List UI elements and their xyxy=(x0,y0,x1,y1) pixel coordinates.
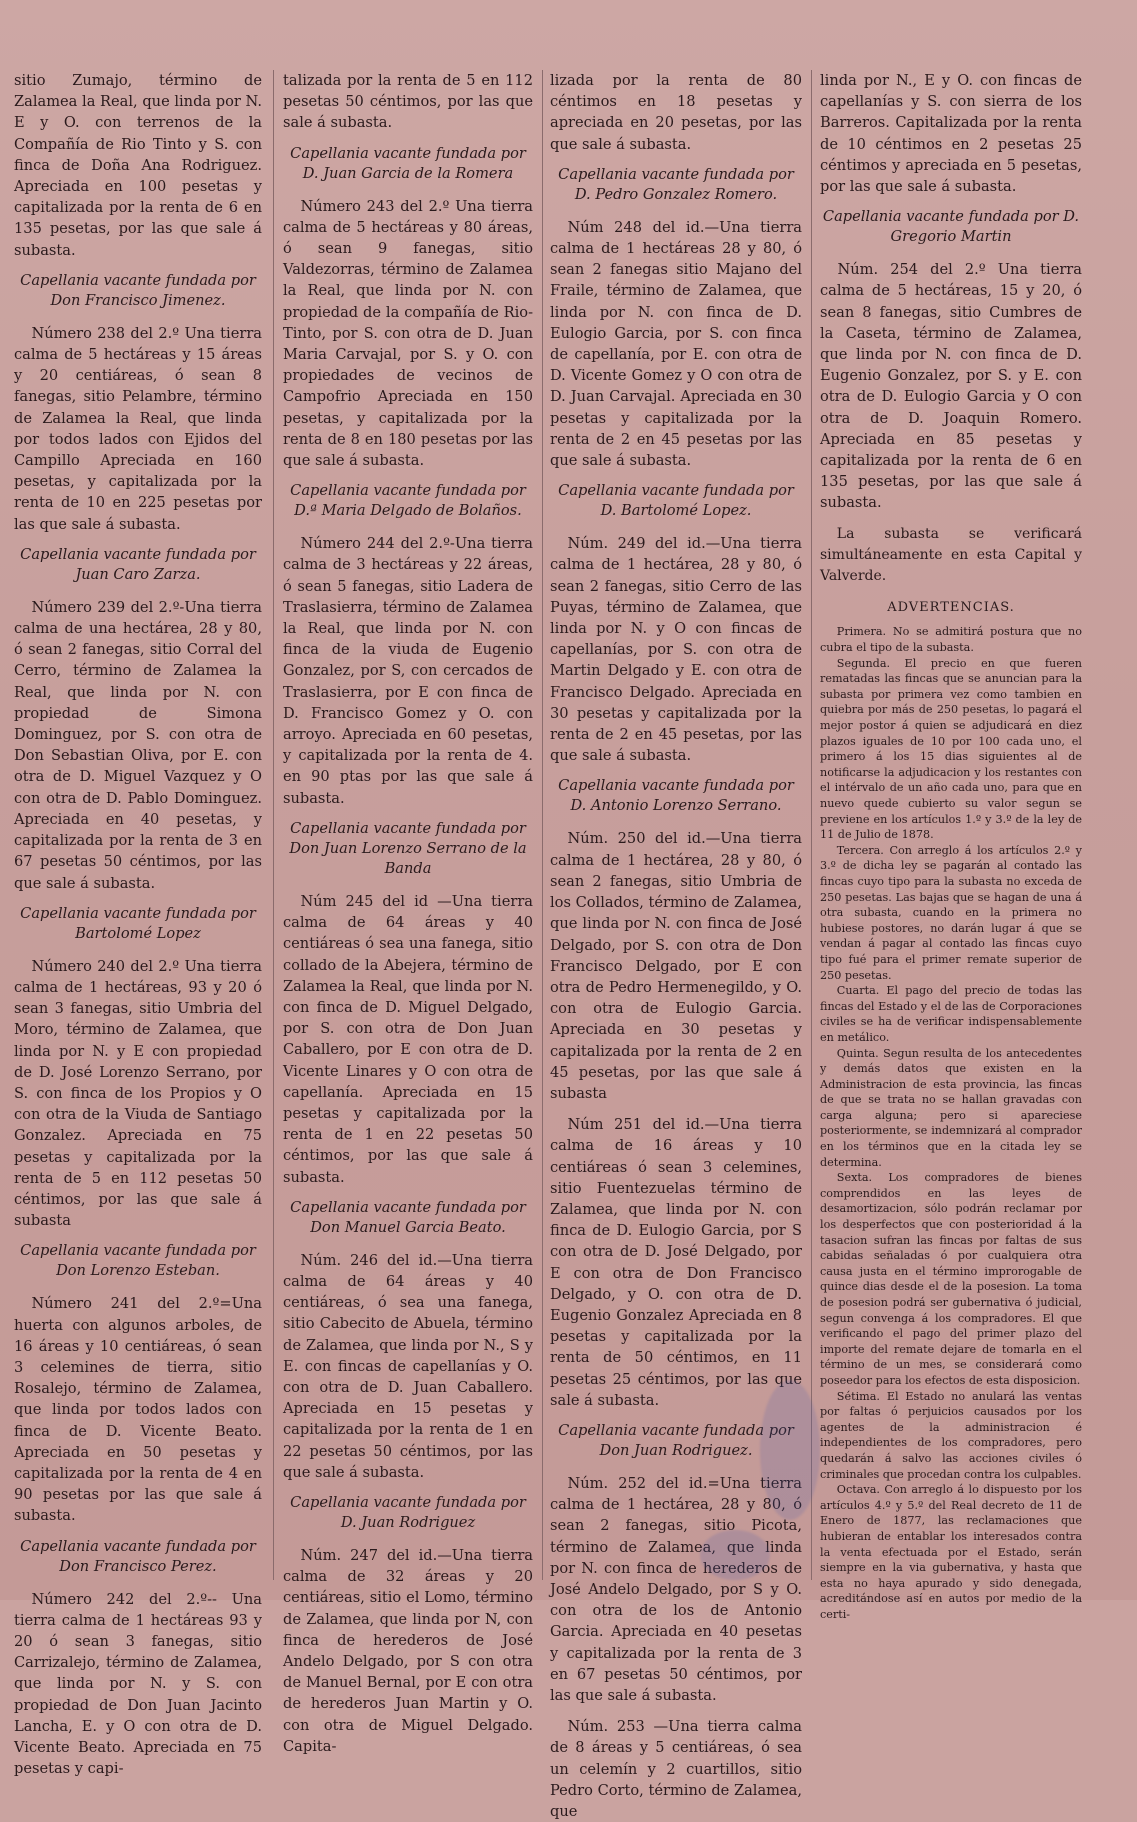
notice-text: linda por N., E y O. con fincas de capellanías y S. con sierra de los Barreros. Capitalizada por la renta de 10 céntimos en 2 pesetas 25 céntimos y apreciada en 5 pesetas, por las que sale á subasta. xyxy=(820,72,1082,196)
advertencia-item: Octava. Con arreglo á lo dispuesto por los artículos 4.º y 5.º del Real decreto de 11 de Enero de 1877, las reclamaciones que hubieran de entablar los interesados contra la venta efectuada por el Estado, serán siempre en la via gubernativa, y hasta que esta no haya apurado y sido denegada, acreditándose así en autos por medio de la certi- xyxy=(820,1483,1082,1621)
advertencia-item: Quinta. Segun resulta de los antecedentes y demás datos que existen en la Administracion de esta provincia, las fincas de que se trata no se hallan gravadas con carga alguna; pero si apareciese posteriormente, se indemnizará al comprador en los términos que en la citada ley se determina. xyxy=(820,1046,1082,1169)
advertencia-item: Primera. No se admitirá postura que no cubra el tipo de la subasta. xyxy=(820,625,1082,655)
advertencia-item: Cuarta. El pago del precio de todas las fincas del Estado y el de las de Corporaciones civiles se ha de verificar indispensablemente en metálico. xyxy=(820,984,1082,1044)
notice-text: Número 239 del 2.º-Una tierra calma de una hectárea, 28 y 80, ó sean 2 fanegas, sitio Corral del Cerro, término de Zalamea la Real, que linda por N. con propiedad de Simona Dominguez, por S. con otra de Don Sebastian Oliva, por E. con otra de D. Miguel Vazquez y O con otra de D. Pablo Dominguez. Apreciada en 40 pesetas, y capitalizada por la renta de 3 en 67 pesetas 50 céntimos, por las que sale á subasta. xyxy=(14,598,262,892)
notice-text: sitio Zumajo, término de Zalamea la Real, que linda por N. E y O. con terrenos de la Compañía de Rio Tinto y S. con finca de Doña Ana Rodriguez. Apreciada en 100 pesetas y capitalizada por la renta de 6 en 135 pesetas, por las que sale á subasta. xyxy=(14,72,262,259)
notice-text: Núm. 254 del 2.º Una tierra calma de 5 hectáreas, 15 y 20, ó sean 8 fanegas, sitio Cumbres de la Caseta, término de Zalamea, que linda por N. con finca de D. Eugenio Gonzalez, por S. y E. con otra de D. Eulogio Garcia y O con otra de D. Joaquin Romero. Apreciada en 85 pesetas y capitalizada por la renta de 6 en 135 pesetas, por las que sale á subasta. xyxy=(820,261,1082,512)
notice-text: Núm. 249 del id.—Una tierra calma de 1 hectárea, 28 y 80, ó sean 2 fanegas, sitio Cerro de las Puyas, término de Zalamea, que linda por N. y O con fincas de capellanías, por S. con otra de Martin Delgado y E. con otra de Francisco Delgado. Apreciada en 30 pesetas y capitalizada por la renta de 2 en 45 pesetas, por las que sale á subasta. xyxy=(550,535,802,765)
notice-text: Núm 245 del id —Una tierra calma de 64 áreas y 40 centiáreas ó sea una fanega, sitio collado de la Abejera, término de Zalamea la Real, que linda por N. con finca de D. Miguel Delgado, por S. con otra de Don Juan Caballero, por E con otra de D. Vicente Linares y O con otra de capellanía. Apreciada en 15 pesetas y capitalizada por la renta de 1 en 22 pesetas 50 céntimos, por las que sale á subasta. xyxy=(283,892,533,1186)
notice-text: Número 243 del 2.º Una tierra calma de 5 hectáreas y 80 áreas, ó sean 9 fanegas, sitio Valdezorras, término de Zalamea la Real, que linda por N. con propiedad de la compañía de Rio-Tinto, por S. con otra de D. Juan Maria Carvajal, por S. y O. con propiedades de vecinos de Campofrio Apreciada en 150 pesetas, y capitalizada por la renta de 8 en 180 pesetas por las que sale á subasta. xyxy=(283,197,533,470)
notice-text: Núm. 247 del id.—Una tierra calma de 32 áreas y 20 centiáreas, sitio el Lomo, término de Zalamea, que linda por N, con finca de herederos de José Andelo Delgado, por S con otra de Manuel Bernal, por E con otra de herederos Juan Martin y O. con otra de Miguel Delgado. Capita- xyxy=(283,1546,533,1755)
notice-text: Núm. 253 —Una tierra calma de 8 áreas y 5 centiáreas, ó sea un celemín y 2 cuartillos, sitio Pedro Corto, término de Zalamea, que xyxy=(550,1718,802,1821)
notice-text: talizada por la renta de 5 en 112 pesetas 50 céntimos, por las que sale á subasta. xyxy=(283,72,533,132)
notice-heading: Capellania vacante fundada por Bartolomé Lopez xyxy=(20,904,256,942)
advertencia-item: Segunda. El precio en que fueren rematadas las fincas que se anuncian para la subasta por primera vez como tambien en quiebra por más de 250 pesetas, lo pagará el mejor postor á quien se adjudicará en diez plazos iguales de 10 por 100 cada uno, el primero á los 15 dias siguientes al de notificarse la adjudicacion y los restantes con el intérvalo de un año cada uno, para que en nuevo quede cubierto su valor segun se previene en los artículos 1.º y 3.º de la ley de 11 de Julio de 1878. xyxy=(820,656,1082,842)
column-2 xyxy=(283,70,533,1755)
notice-heading: Capellania vacante fundada por Don Juan Rodriguez. xyxy=(558,1421,794,1459)
notice-text: Número 238 del 2.º Una tierra calma de 5 hectáreas y 15 áreas y 20 centiáreas, ó sean 8 fanegas, sitio Pelambre, término de Zalamea la Real, que linda por todos lados con Ejidos del Campillo Apreciada en 160 pesetas, y capitalizada por la renta de 10 en 225 pesetas por las que sale á subasta. xyxy=(14,324,262,533)
advertencia-item: Sexta. Los compradores de bienes comprendidos en las leyes de desamortizacion, sólo podrán reclamar por los desperfectos que con posterioridad á la tasacion sufran las fincas por faltas de sus cabidas señaladas ó por cualquiera otra causa justa en el término improrogable de quince dias desde el de la posesion. La toma de posesion podrá ser gubernativa ó judicial, segun convenga á los compradores. El que verificando el pago del primer plazo del importe del remate dejare de tomarla en el término de un mes, se considerará como poseedor para los efectos de esta disposicion. xyxy=(820,1171,1082,1387)
column-rule xyxy=(542,70,543,1580)
column-1 xyxy=(14,70,262,1778)
advertencias-title: ADVERTENCIAS. xyxy=(887,600,1015,616)
ink-stain xyxy=(700,1530,770,1580)
notice-heading: Capellania vacante fundada por Don Juan Lorenzo Serrano de la Banda xyxy=(289,819,527,877)
notice-heading: Capellania vacante fundada por D. Bartolomé Lopez. xyxy=(558,482,794,520)
notice-text: Número 244 del 2.º-Una tierra calma de 3 hectáreas y 22 áreas, ó sean 5 fanegas, sitio Ladera de Traslasierra, término de Zalamea la Real, que linda por N. con finca de la viuda de Eugenio Gonzalez, por S, con cercados de Traslasierra, por E con finca de D. Francisco Gomez y O. con arroyo. Apreciada en 60 pesetas, y capitalizada por la renta de 4. en 90 ptas por las que sale á subasta. xyxy=(283,535,533,807)
notice-text: lizada por la renta de 80 céntimos en 18 pesetas y apreciada en 20 pesetas, por las que sale á subasta. xyxy=(550,72,802,153)
notice-heading: Capellania vacante fundada por Don Francisco Jimenez. xyxy=(20,271,256,309)
notice-heading: Capellania vacante fundada por Don Manuel Garcia Beato. xyxy=(290,1198,526,1236)
notice-text: Núm 248 del id.—Una tierra calma de 1 hectáreas 28 y 80, ó sean 2 fanegas sitio Majano del Fraile, término de Zalamea, que linda por N. con finca de D. Eulogio Garcia, por S. con finca de capellanía, por E. con otra de D. Vicente Gomez y O con otra de D. Juan Carvajal. Apreciada en 30 pesetas y capitalizada por la renta de 2 en 45 pesetas por las que sale á subasta. xyxy=(550,218,802,470)
column-4 xyxy=(820,70,1082,1621)
notice-heading: Capellania vacante fundada por D.ª Maria Delgado de Bolaños. xyxy=(290,482,526,520)
notice-heading: Capellania vacante fundada por Don Francisco Perez. xyxy=(20,1537,256,1575)
notice-text: Número 242 del 2.º-- Una tierra calma de 1 hectáreas 93 y 20 ó sean 3 fanegas, sitio Carrizalejo, término de Zalamea, que linda por N. y S. con propiedad de Don Juan Jacinto Lancha, E. y O con otra de D. Vicente Beato. Apreciada en 75 pesetas y capi- xyxy=(14,1590,262,1778)
notice-heading: Capellania vacante fundada por D. Antonio Lorenzo Serrano. xyxy=(558,777,794,815)
notice-text: Núm. 250 del id.—Una tierra calma de 1 hectárea, 28 y 80, ó sean 2 fanegas, sitio Umbria de los Collados, término de Zalamea, que linda por N. con finca de José Delgado, por S. con otra de Don Francisco Delgado, por E con otra de Pedro Hermenegildo, y O. con otra de Eulogio Garcia. Apreciada en 30 pesetas y capitalizada por la renta de 2 en 45 pesetas, por las que sale á subasta xyxy=(550,830,802,1102)
notice-text: Número 240 del 2.º Una tierra calma de 1 hectáreas, 93 y 20 ó sean 3 fanegas, sitio Umbria del Moro, término de Zalamea, que linda por N. y E con propiedad de D. José Lorenzo Serrano, por S. con finca de los Propios y O con otra de la Viuda de Santiago Gonzalez. Apreciada en 75 pesetas y capitalizada por la renta de 5 en 112 pesetas 50 céntimos, por las que sale á subasta xyxy=(14,957,262,1230)
auction-note: La subasta se verificará simultáneamente en esta Capital y Valverde. xyxy=(820,525,1082,585)
ink-stain xyxy=(760,1380,820,1520)
notice-text: Número 241 del 2.º=Una huerta con algunos arboles, de 16 áreas y 10 centiáreas, ó sean 3 celemines de tierra, sitio Rosalejo, término de Zalamea, que linda por todos lados con finca de D. Vicente Beato. Apreciada en 50 pesetas y capitalizada por la renta de 4 en 90 pesetas por las que sale á subasta. xyxy=(14,1295,262,1525)
notice-text: Núm 251 del id.—Una tierra calma de 16 áreas y 10 centiáreas ó sean 3 celemines, sitio Fuentezuelas término de Zalamea, que linda por N. con finca de D. Eulogio Garcia, por S con otra de D. José Delgado, por E con otra de Don Francisco Delgado, y O. con otra de D. Eugenio Gonzalez Apreciada en 8 pesetas y capitalizada por la renta de 50 céntimos, en 11 pesetas 25 céntimos, por las que sale á subasta. xyxy=(550,1116,802,1409)
notice-heading: Capellania vacante fundada por Juan Caro Zarza. xyxy=(20,545,256,583)
column-rule xyxy=(273,70,274,1580)
column-3 xyxy=(550,70,802,1821)
notice-heading: Capellania vacante fundada por D. Juan Garcia de la Romera xyxy=(290,144,526,182)
notice-heading: Capellania vacante fundada por D. Pedro Gonzalez Romero. xyxy=(558,165,794,203)
notice-heading: Capellania vacante fundada por Don Lorenzo Esteban. xyxy=(20,1242,256,1280)
column-rule xyxy=(811,70,812,1580)
notice-text: Núm. 246 del id.—Una tierra calma de 64 áreas y 40 centiáreas, ó sea una fanega, sitio Cabecito de Abuela, término de Zalamea, que linda por N., S y E. con fincas de capellanías y O. con otra de D. Juan Caballero. Apreciada en 15 pesetas y capitalizada por la renta de 1 en 22 pesetas 50 céntimos, por las que sale á subasta. xyxy=(283,1251,533,1481)
notice-text: Núm. 252 del id.=Una tierra calma de 1 hectárea, 28 y 80, ó sean 2 fanegas, sitio Picota, término de Zalamea, que linda por N. con finca de herederos de José Andelo Delgado, por S y O. con otra de los de Antonio Garcia. Apreciada en 40 pesetas y capitalizada por la renta de 3 en 67 pesetas 50 céntimos, por las que sale á subasta. xyxy=(550,1474,802,1704)
notice-heading: Capellania vacante fundada por D. Gregorio Martin xyxy=(822,208,1080,246)
advertencia-item: Sétima. El Estado no anulará las ventas por faltas ó perjuicios causados por los agentes de la administracion é independientes de los compradores, pero quedarán á salvo las acciones civiles ó criminales que procedan contra los culpables. xyxy=(820,1389,1082,1481)
notice-heading: Capellania vacante fundada por D. Juan Rodriguez xyxy=(290,1493,526,1531)
advertencia-item: Tercera. Con arreglo á los artículos 2.º y 3.º de dicha ley se pagarán al contado las fincas cuyo tipo para la subasta no exceda de 250 pesetas. Las bajas que se hagan de una á otra subasta, cuando en la primera no hubiese postores, no darán lugar á que se vendan á pagar al contado las fincas cuyo tipo fué para el primer remate superior de 250 pesetas. xyxy=(820,843,1082,982)
